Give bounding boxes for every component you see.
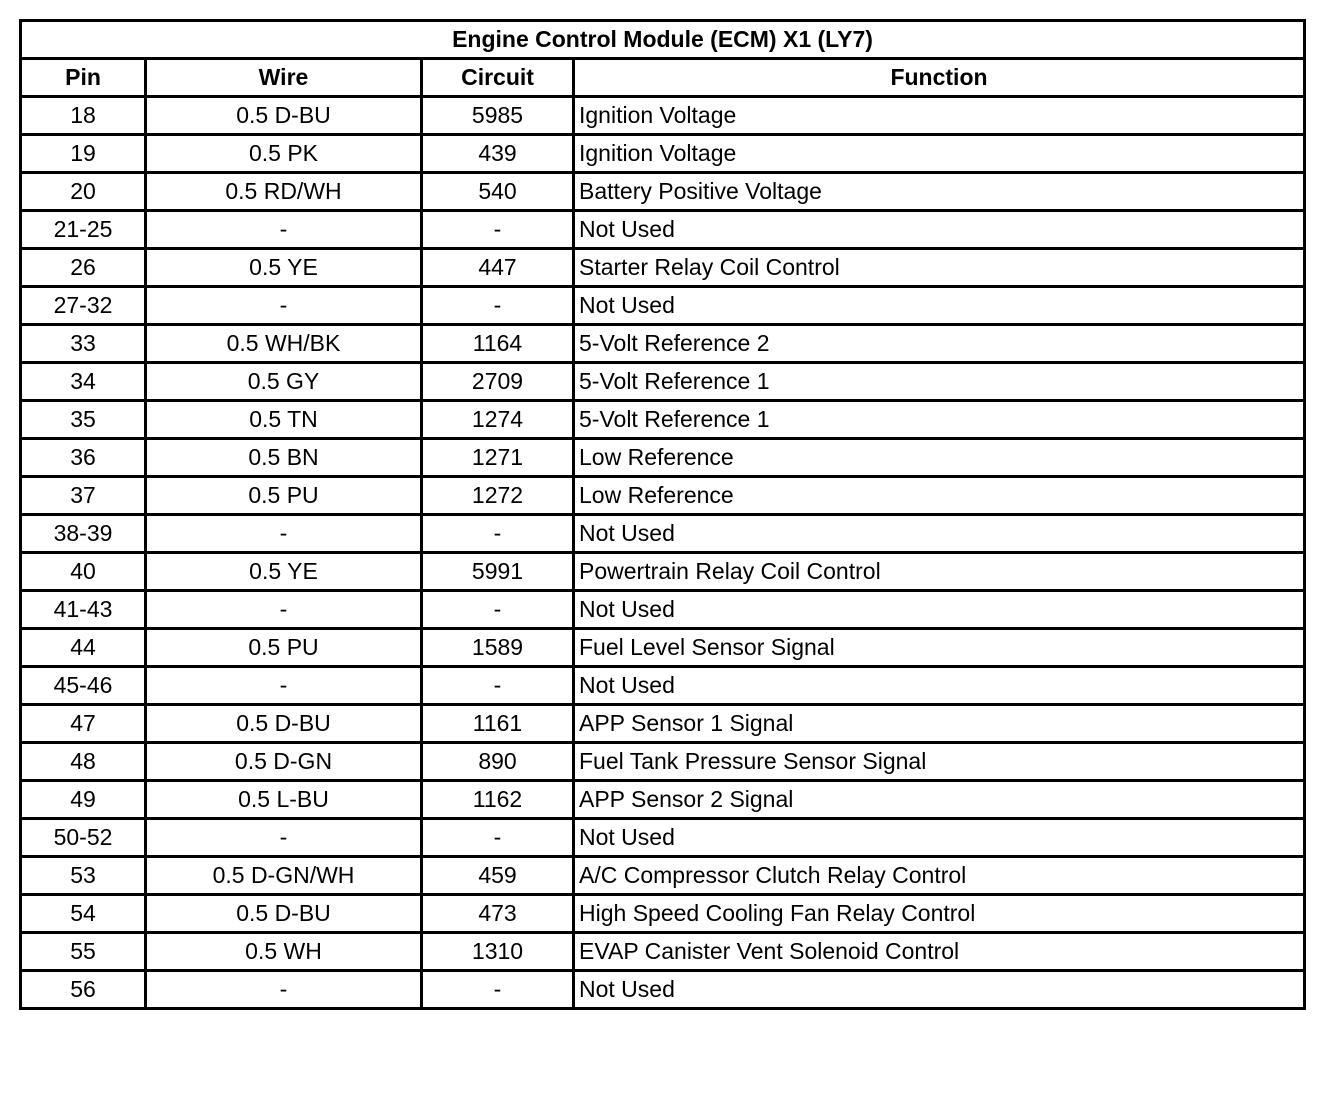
wire-cell: 0.5 TN	[146, 401, 422, 439]
pin-cell: 50-52	[21, 819, 146, 857]
table-row	[21, 401, 1305, 439]
table-row	[21, 781, 1305, 819]
wire-cell: 0.5 D-BU	[146, 895, 422, 933]
table-row	[21, 933, 1305, 971]
wire-cell: -	[146, 667, 422, 705]
circuit-cell: -	[422, 667, 574, 705]
wire-cell: 0.5 WH	[146, 933, 422, 971]
wire-cell: 0.5 D-BU	[146, 705, 422, 743]
circuit-cell: 1162	[422, 781, 574, 819]
function-cell: Not Used	[574, 667, 1305, 705]
table-row	[21, 439, 1305, 477]
function-cell: 5-Volt Reference 2	[574, 325, 1305, 363]
wire-cell: 0.5 D-GN	[146, 743, 422, 781]
header-row	[21, 59, 1305, 97]
pin-cell: 55	[21, 933, 146, 971]
circuit-cell: -	[422, 211, 574, 249]
table-row	[21, 97, 1305, 135]
table-row	[21, 135, 1305, 173]
pinout-table	[19, 19, 1306, 1010]
wire-cell: 0.5 YE	[146, 249, 422, 287]
table-row	[21, 819, 1305, 857]
pin-cell: 27-32	[21, 287, 146, 325]
table-row	[21, 515, 1305, 553]
pin-cell: 45-46	[21, 667, 146, 705]
table-row	[21, 743, 1305, 781]
circuit-cell: 5991	[422, 553, 574, 591]
function-cell: Not Used	[574, 211, 1305, 249]
wire-cell: 0.5 RD/WH	[146, 173, 422, 211]
table-row	[21, 591, 1305, 629]
table-row	[21, 705, 1305, 743]
function-cell: APP Sensor 2 Signal	[574, 781, 1305, 819]
circuit-cell: -	[422, 515, 574, 553]
wire-cell: -	[146, 971, 422, 1009]
pin-cell: 54	[21, 895, 146, 933]
wire-cell: 0.5 D-GN/WH	[146, 857, 422, 895]
table-row	[21, 971, 1305, 1009]
pin-cell: 40	[21, 553, 146, 591]
pin-cell: 34	[21, 363, 146, 401]
circuit-cell: 439	[422, 135, 574, 173]
pin-cell: 33	[21, 325, 146, 363]
circuit-cell: -	[422, 971, 574, 1009]
table-row	[21, 287, 1305, 325]
pin-cell: 18	[21, 97, 146, 135]
pin-cell: 19	[21, 135, 146, 173]
pin-cell: 41-43	[21, 591, 146, 629]
wire-cell: 0.5 WH/BK	[146, 325, 422, 363]
function-cell: Fuel Tank Pressure Sensor Signal	[574, 743, 1305, 781]
wire-cell: -	[146, 287, 422, 325]
wire-cell: -	[146, 819, 422, 857]
function-cell: Ignition Voltage	[574, 135, 1305, 173]
wire-cell: 0.5 BN	[146, 439, 422, 477]
header-wire: Wire	[146, 59, 422, 97]
circuit-cell: 2709	[422, 363, 574, 401]
wire-cell: 0.5 PU	[146, 629, 422, 667]
table-row	[21, 363, 1305, 401]
table-row	[21, 857, 1305, 895]
circuit-cell: 890	[422, 743, 574, 781]
header-function: Function	[574, 59, 1305, 97]
function-cell: EVAP Canister Vent Solenoid Control	[574, 933, 1305, 971]
circuit-cell: -	[422, 591, 574, 629]
function-cell: Not Used	[574, 515, 1305, 553]
function-cell: Battery Positive Voltage	[574, 173, 1305, 211]
function-cell: Low Reference	[574, 439, 1305, 477]
header-circuit: Circuit	[422, 59, 574, 97]
function-cell: 5-Volt Reference 1	[574, 401, 1305, 439]
table-row	[21, 211, 1305, 249]
circuit-cell: 1310	[422, 933, 574, 971]
function-cell: Not Used	[574, 591, 1305, 629]
circuit-cell: 1589	[422, 629, 574, 667]
wire-cell: 0.5 PU	[146, 477, 422, 515]
circuit-cell: -	[422, 287, 574, 325]
wire-cell: -	[146, 591, 422, 629]
table-row	[21, 477, 1305, 515]
circuit-cell: 1272	[422, 477, 574, 515]
circuit-cell: 447	[422, 249, 574, 287]
pin-cell: 36	[21, 439, 146, 477]
table-body	[21, 97, 1305, 1009]
function-cell: Ignition Voltage	[574, 97, 1305, 135]
function-cell: Not Used	[574, 971, 1305, 1009]
table-row	[21, 553, 1305, 591]
table-title: Engine Control Module (ECM) X1 (LY7)	[21, 21, 1305, 59]
circuit-cell: 473	[422, 895, 574, 933]
pin-cell: 20	[21, 173, 146, 211]
function-cell: Not Used	[574, 819, 1305, 857]
pin-cell: 47	[21, 705, 146, 743]
wire-cell: 0.5 L-BU	[146, 781, 422, 819]
circuit-cell: 1274	[422, 401, 574, 439]
table-row	[21, 173, 1305, 211]
pin-cell: 44	[21, 629, 146, 667]
circuit-cell: -	[422, 819, 574, 857]
wire-cell: 0.5 D-BU	[146, 97, 422, 135]
table-row	[21, 667, 1305, 705]
function-cell: A/C Compressor Clutch Relay Control	[574, 857, 1305, 895]
pin-cell: 21-25	[21, 211, 146, 249]
pin-cell: 26	[21, 249, 146, 287]
function-cell: Not Used	[574, 287, 1305, 325]
circuit-cell: 1161	[422, 705, 574, 743]
table-row	[21, 249, 1305, 287]
function-cell: High Speed Cooling Fan Relay Control	[574, 895, 1305, 933]
wire-cell: 0.5 GY	[146, 363, 422, 401]
pin-cell: 35	[21, 401, 146, 439]
function-cell: 5-Volt Reference 1	[574, 363, 1305, 401]
pin-cell: 49	[21, 781, 146, 819]
wire-cell: 0.5 YE	[146, 553, 422, 591]
circuit-cell: 540	[422, 173, 574, 211]
table-row	[21, 325, 1305, 363]
header-pin: Pin	[21, 59, 146, 97]
circuit-cell: 459	[422, 857, 574, 895]
table-row	[21, 895, 1305, 933]
function-cell: Fuel Level Sensor Signal	[574, 629, 1305, 667]
pin-cell: 37	[21, 477, 146, 515]
function-cell: Starter Relay Coil Control	[574, 249, 1305, 287]
circuit-cell: 1271	[422, 439, 574, 477]
circuit-cell: 1164	[422, 325, 574, 363]
function-cell: APP Sensor 1 Signal	[574, 705, 1305, 743]
pin-cell: 38-39	[21, 515, 146, 553]
function-cell: Low Reference	[574, 477, 1305, 515]
pin-cell: 48	[21, 743, 146, 781]
function-cell: Powertrain Relay Coil Control	[574, 553, 1305, 591]
wire-cell: -	[146, 515, 422, 553]
table-row	[21, 629, 1305, 667]
wire-cell: 0.5 PK	[146, 135, 422, 173]
pin-cell: 56	[21, 971, 146, 1009]
pin-cell: 53	[21, 857, 146, 895]
wire-cell: -	[146, 211, 422, 249]
circuit-cell: 5985	[422, 97, 574, 135]
title-row	[21, 21, 1305, 59]
